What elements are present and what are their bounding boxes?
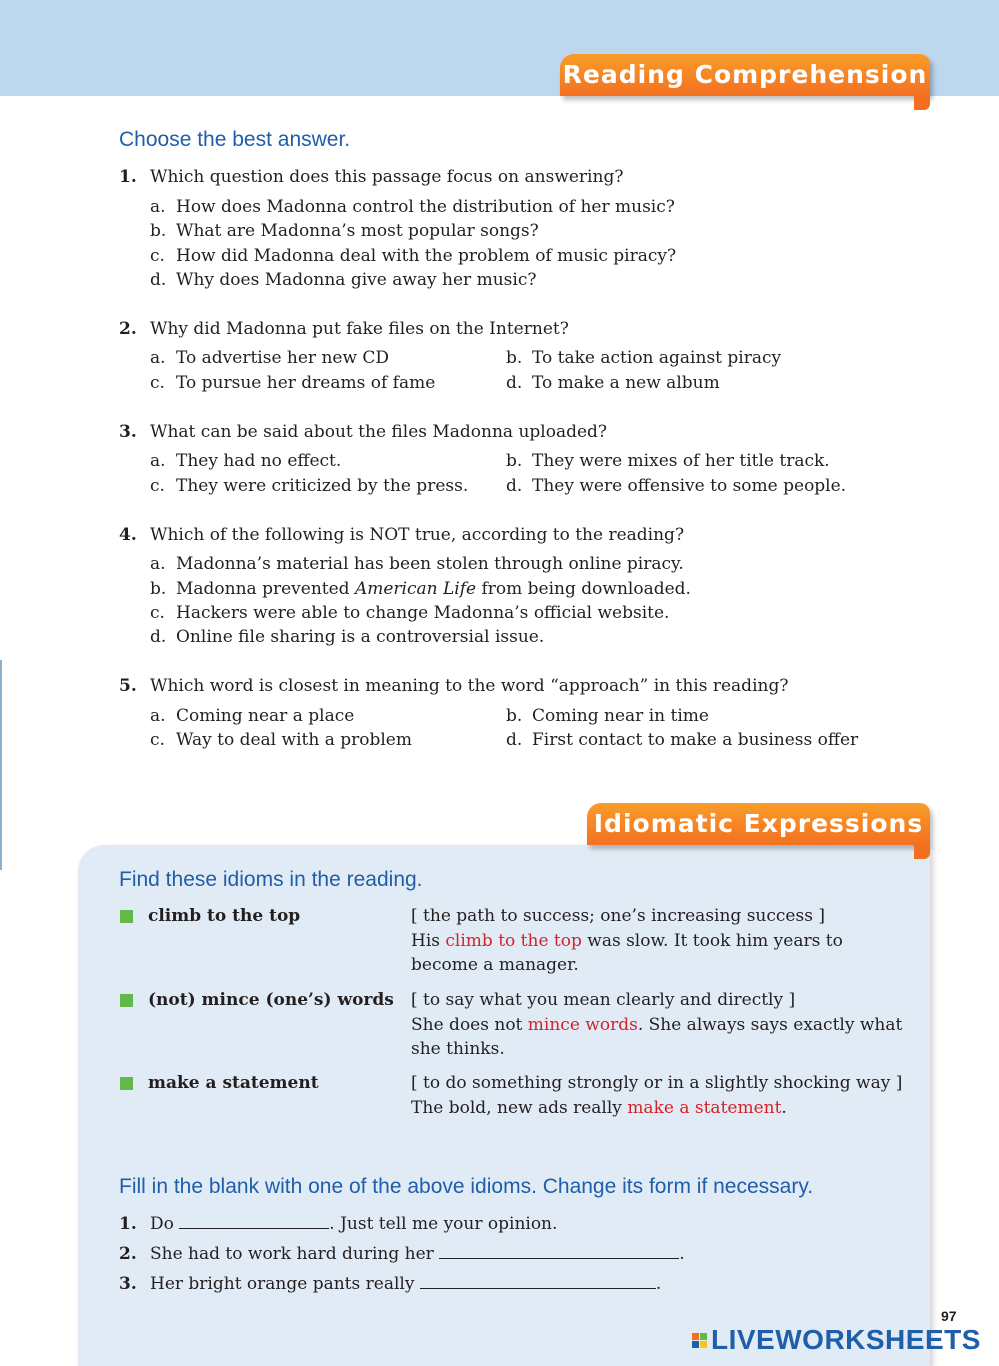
question-text: Which question does this passage focus on answering? <box>150 167 624 187</box>
option-text: Why does Madonna give away her music? <box>176 270 537 290</box>
idiom-example <box>411 929 911 978</box>
idiom-definition: [ to do something strongly or in a slightly shocking way ] <box>411 1073 903 1093</box>
question-text: What can be said about the files Madonna uploaded? <box>150 422 608 442</box>
option-text: To pursue her dreams of fame <box>176 373 436 393</box>
blank-input[interactable] <box>420 1274 656 1289</box>
option-text-end: from being downloaded. <box>476 579 691 599</box>
answer-option[interactable] <box>150 197 675 217</box>
example-end: . She always says exactly what she thinks. <box>411 1014 903 1059</box>
option-text: They had no effect. <box>176 451 342 471</box>
example-start: She does not <box>411 1014 528 1035</box>
answer-option[interactable] <box>150 627 544 647</box>
idiom-definition-block <box>411 988 911 1062</box>
blank-input[interactable] <box>439 1244 679 1259</box>
question-text: Why did Madonna put fake files on the Internet? <box>150 319 569 339</box>
find-idioms-heading: Find these idioms in the reading. <box>119 868 423 891</box>
example-idiom-highlight: make a statement <box>627 1097 782 1118</box>
fill-item <box>150 1274 661 1294</box>
option-text: How does Madonna control the distribution of her music? <box>176 197 675 217</box>
fill-text-start: Do <box>150 1214 180 1234</box>
fill-text-end: . Just tell me your opinion. <box>329 1214 558 1234</box>
option-letter: c. <box>150 246 165 266</box>
option-letter: b. <box>506 451 523 471</box>
page-number: 97 <box>941 1308 957 1324</box>
example-start: The bold, new ads really <box>411 1097 628 1118</box>
option-letter: b. <box>506 706 523 726</box>
answer-option[interactable] <box>506 348 781 368</box>
question-number: 3. <box>119 422 137 442</box>
example-idiom-highlight: climb to the top <box>445 930 582 951</box>
answer-option[interactable] <box>150 221 539 241</box>
answer-option[interactable] <box>506 706 709 726</box>
answer-option[interactable] <box>506 476 846 496</box>
question-text: Which of the following is NOT true, according to the reading? <box>150 525 685 545</box>
option-text-start: Madonna prevented <box>176 579 355 599</box>
option-text: To make a new album <box>532 373 720 393</box>
option-letter: a. <box>150 348 166 368</box>
answer-option[interactable] <box>506 730 858 750</box>
blank-input[interactable] <box>179 1214 329 1229</box>
option-text: Coming near in time <box>532 706 709 726</box>
fill-text-start: She had to work hard during her <box>150 1244 440 1264</box>
choose-best-answer-heading: Choose the best answer. <box>119 128 351 151</box>
idiom-term: climb to the top <box>148 906 301 926</box>
idiom-example <box>411 1096 911 1121</box>
option-letter: d. <box>150 270 167 290</box>
fill-item-number: 2. <box>119 1244 137 1264</box>
liveworksheets-logo <box>692 1324 981 1356</box>
fill-in-blank-heading: Fill in the blank with one of the above idioms. Change its form if necessary. <box>119 1175 814 1198</box>
idiom-definition: [ to say what you mean clearly and directly ] <box>411 990 796 1010</box>
answer-option[interactable] <box>150 246 676 266</box>
idiom-definition: [ the path to success; one’s increasing success ] <box>411 906 825 926</box>
fill-item-number: 3. <box>119 1274 137 1294</box>
option-text: Madonna’s material has been stolen through online piracy. <box>176 554 684 574</box>
example-idiom-highlight: mince words <box>527 1014 638 1035</box>
option-text: Online file sharing is a controversial issue. <box>176 627 545 647</box>
question-number: 1. <box>119 167 137 187</box>
fill-text-end: . <box>679 1244 685 1264</box>
option-letter: a. <box>150 554 166 574</box>
example-start: His <box>411 930 446 951</box>
answer-option[interactable] <box>150 348 389 368</box>
answer-option[interactable] <box>150 373 435 393</box>
option-letter: d. <box>506 730 523 750</box>
answer-option[interactable] <box>150 270 536 290</box>
answer-option[interactable] <box>150 603 669 623</box>
idiom-term: make a statement <box>148 1073 319 1093</box>
green-square-bullet-icon <box>120 910 133 923</box>
answer-option[interactable] <box>506 373 720 393</box>
option-letter: c. <box>150 373 165 393</box>
answer-option[interactable] <box>150 554 684 574</box>
book-title: American Life <box>354 579 477 599</box>
fill-item <box>150 1214 557 1234</box>
answer-option[interactable] <box>150 579 691 599</box>
option-letter: d. <box>506 373 523 393</box>
option-text: They were criticized by the press. <box>176 476 469 496</box>
answer-option[interactable] <box>506 451 830 471</box>
liveworksheets-brand: LIVEWORKSHEETS <box>711 1324 981 1355</box>
question-number: 5. <box>119 676 137 696</box>
answer-option[interactable] <box>150 706 354 726</box>
fill-text-start: Her bright orange pants really <box>150 1274 420 1294</box>
fill-item-number: 1. <box>119 1214 137 1234</box>
reading-comprehension-tab: Reading Comprehension <box>560 54 930 96</box>
option-text: They were mixes of her title track. <box>532 451 830 471</box>
option-letter: b. <box>506 348 523 368</box>
question-number: 4. <box>119 525 137 545</box>
option-text: Way to deal with a problem <box>176 730 412 750</box>
answer-option[interactable] <box>150 730 412 750</box>
option-text: Coming near a place <box>176 706 355 726</box>
idiom-term: (not) mince (one’s) words <box>148 990 394 1010</box>
option-text: Hackers were able to change Madonna’s official website. <box>176 603 670 623</box>
option-text: First contact to make a business offer <box>532 730 859 750</box>
option-text: How did Madonna deal with the problem of music piracy? <box>176 246 677 266</box>
green-square-bullet-icon <box>120 1077 133 1090</box>
answer-option[interactable] <box>150 476 468 496</box>
green-square-bullet-icon <box>120 994 133 1007</box>
option-text: To take action against piracy <box>532 348 782 368</box>
option-text: What are Madonna’s most popular songs? <box>176 221 539 241</box>
option-text: To advertise her new CD <box>176 348 390 368</box>
fill-text-end: . <box>655 1274 662 1294</box>
question-text: Which word is closest in meaning to the word “approach” in this reading? <box>150 676 789 696</box>
idiom-definition-block <box>411 1071 911 1120</box>
question-number: 2. <box>119 319 137 339</box>
idiom-definition-block <box>411 904 911 978</box>
example-end: . <box>781 1097 787 1118</box>
option-letter: c. <box>150 603 165 623</box>
option-letter: d. <box>150 627 167 647</box>
option-letter: c. <box>150 476 165 496</box>
option-letter: a. <box>150 451 166 471</box>
liveworksheets-grid-icon <box>692 1333 707 1348</box>
option-letter: b. <box>150 579 167 599</box>
option-letter: d. <box>506 476 523 496</box>
option-letter: a. <box>150 706 166 726</box>
option-letter: a. <box>150 197 166 217</box>
example-end: was slow. It took him years to become a manager. <box>411 930 843 975</box>
page-edge-mark <box>0 660 2 870</box>
option-letter: b. <box>150 221 167 241</box>
idiomatic-expressions-tab: Idiomatic Expressions <box>587 803 930 845</box>
fill-item <box>150 1244 685 1264</box>
answer-option[interactable] <box>150 451 341 471</box>
option-letter: c. <box>150 730 165 750</box>
tab-fold <box>914 96 930 110</box>
option-text: They were offensive to some people. <box>532 476 847 496</box>
tab-fold <box>914 845 930 859</box>
idiom-example <box>411 1013 911 1062</box>
